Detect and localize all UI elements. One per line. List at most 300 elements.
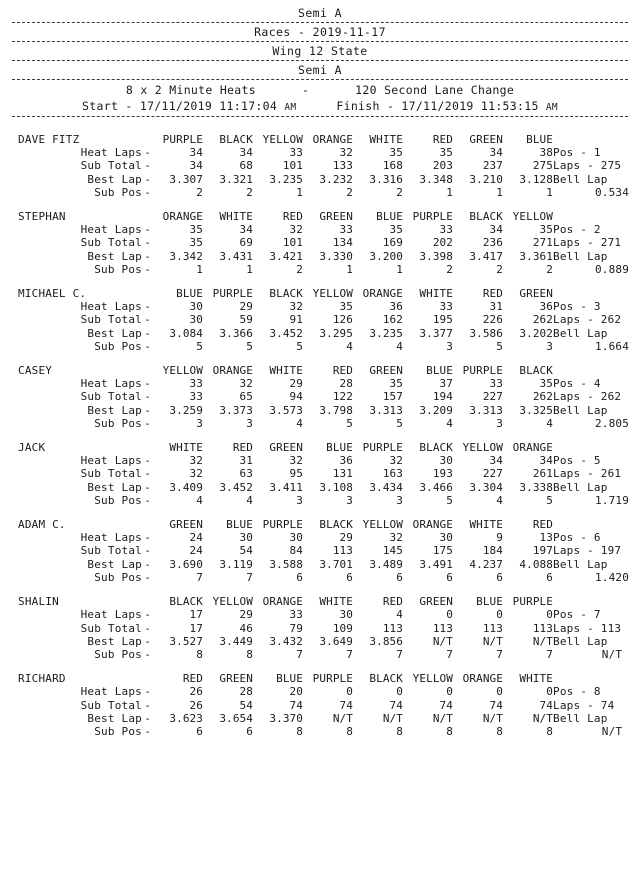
sub-pos-cell: 1 [546,185,553,199]
sub-total-cell: 34 [189,159,203,173]
row-label: Sub Pos [94,647,142,661]
lane-color-header: ORANGE [412,518,453,532]
row-dash: - [144,416,151,430]
sub-pos-cell: 4 [196,493,203,507]
result-row [14,404,640,417]
best-lap-cell: N/T [532,711,553,725]
lane-color-header: BLUE [376,210,403,224]
heat-laps-cell: 20 [289,685,303,699]
sub-pos-cell: 1 [346,262,353,276]
heat-laps-cell: 36 [539,300,553,314]
heat-laps-cell: 34 [489,454,503,468]
lane-color-header: ORANGE [262,595,303,609]
sub-pos-cell: 6 [496,570,503,584]
lane-color-header: BLUE [476,595,503,609]
total-laps-label: Laps - 275 [553,159,622,173]
best-lap-cell: 3.452 [219,480,253,494]
lane-color-header: WHITE [169,441,203,455]
row-label: Sub Pos [94,185,142,199]
lane-color-header: YELLOW [212,595,253,609]
heat-laps-cell: 32 [189,454,203,468]
racer-results-table [14,672,640,738]
row-dash-spacer [142,518,153,531]
best-lap-cell: 3.338 [519,480,553,494]
lane-color-header: BLACK [469,210,503,224]
row-label: Sub Pos [94,339,142,353]
row-label: Heat Laps [80,454,142,468]
sub-pos-cell: 3 [296,493,303,507]
heat-format-line [0,82,640,98]
best-lap-cell: 3.361 [519,249,553,263]
sub-total-cell: 122 [332,390,353,404]
sub-pos-cell: 7 [496,647,503,661]
lane-color-header: RED [232,441,253,455]
bell-lap-value: 1.664 [594,339,630,353]
row-label: Sub Total [80,236,142,250]
sub-total-cell: 175 [432,544,453,558]
best-lap-cell: 3.321 [219,172,253,186]
best-lap-cell: 4.237 [469,557,503,571]
row-dash: - [144,185,151,199]
result-row [14,417,640,430]
row-dash: - [144,146,151,160]
racer-name: SHALIN [18,595,59,609]
racer-block [0,364,640,430]
sub-total-cell: 35 [189,236,203,250]
row-label: Sub Pos [94,570,142,584]
position-label: Pos - 3 [553,300,601,314]
best-lap-cell: 3.307 [169,172,203,186]
heat-laps-cell: 9 [496,531,503,545]
sub-total-cell: 157 [382,390,403,404]
lane-color-header: BLACK [169,595,203,609]
result-row [14,699,640,712]
best-lap-cell: 3.798 [319,403,353,417]
sub-pos-cell: 1 [446,185,453,199]
sub-total-cell: 226 [482,313,503,327]
total-laps-label: Laps - 74 [553,698,615,712]
best-lap-cell: N/T [432,711,453,725]
heat-laps-cell: 32 [339,146,353,160]
lane-color-header: PURPLE [362,441,403,455]
best-lap-cell: 3.235 [369,326,403,340]
row-label: Sub Total [80,159,142,173]
sub-pos-cell: 3 [396,493,403,507]
sub-total-cell: 184 [482,544,503,558]
sub-total-cell: 54 [239,544,253,558]
sub-pos-cell: 8 [296,724,303,738]
side-spacer [553,133,640,146]
lane-color-header: ORANGE [512,441,553,455]
sub-total-cell: 91 [289,313,303,327]
sub-total-cell: 17 [189,621,203,635]
best-lap-cell: 3.128 [519,172,553,186]
start-finish-line [0,98,640,116]
racer-results-table [14,518,640,584]
best-lap-cell: N/T [482,634,503,648]
lane-color-header: RED [282,210,303,224]
row-label: Sub Total [80,698,142,712]
heat-laps-cell: 35 [539,223,553,237]
best-lap-cell: 3.210 [469,172,503,186]
lane-color-header: RED [332,364,353,378]
lane-color-header: YELLOW [262,133,303,146]
result-row [14,223,640,236]
lane-color-header: WHITE [269,364,303,378]
best-lap-cell: 3.366 [219,326,253,340]
best-lap-cell: 3.434 [369,480,403,494]
racer-name: JACK [18,441,46,455]
start-label: Start - [82,99,133,113]
side-spacer [553,210,640,223]
heat-laps-cell: 35 [389,223,403,237]
heat-laps-cell: 34 [539,454,553,468]
result-row [14,186,640,199]
heat-laps-cell: 34 [189,146,203,160]
lane-color-header: PURPLE [312,672,353,686]
racer-results-table [14,364,640,430]
heat-laps-cell: 30 [239,531,253,545]
row-dash: - [144,647,151,661]
row-dash: - [144,685,151,699]
sub-pos-cell: 4 [246,493,253,507]
heat-laps-cell: 31 [239,454,253,468]
best-lap-cell: N/T [432,634,453,648]
heat-laps-cell: 33 [289,146,303,160]
heat-laps-cell: 32 [389,454,403,468]
racer-block [0,441,640,507]
sub-total-cell: 79 [289,621,303,635]
row-dash: - [144,236,151,250]
best-lap-cell: 3.649 [319,634,353,648]
row-dash: - [144,262,151,276]
lane-color-header: GREEN [169,518,203,532]
sub-pos-cell: 2 [296,262,303,276]
lane-color-header: RED [532,518,553,532]
row-dash: - [144,159,151,173]
best-lap-cell: 3.856 [369,634,403,648]
best-lap-cell: 3.202 [519,326,553,340]
result-row [14,608,640,621]
sub-pos-cell: 3 [496,416,503,430]
sub-total-cell: 237 [482,159,503,173]
heat-laps-cell: 29 [339,531,353,545]
sub-pos-cell: 3 [546,339,553,353]
heat-laps-cell: 30 [439,454,453,468]
lane-color-header: BLACK [519,364,553,378]
lane-color-header: RED [182,672,203,686]
sub-total-cell: 113 [382,621,403,635]
result-row [14,622,640,635]
best-lap-cell: 3.232 [319,172,353,186]
sub-pos-cell: 4 [296,416,303,430]
sub-pos-cell: 1 [246,262,253,276]
row-label: Best Lap [87,172,142,186]
heat-laps-cell: 35 [389,377,403,391]
best-lap-cell: N/T [332,711,353,725]
sub-total-cell: 113 [532,621,553,635]
best-lap-cell: 3.119 [219,557,253,571]
sub-pos-cell: 2 [196,185,203,199]
heat-laps-cell: 0 [446,685,453,699]
lane-color-header: BLUE [176,287,203,301]
sub-pos-cell: 7 [196,570,203,584]
best-lap-cell: 3.452 [269,326,303,340]
sub-pos-cell: 6 [296,570,303,584]
start-value: 17/11/2019 11:17:04 [139,99,278,113]
lane-color-header: BLACK [269,287,303,301]
result-row [14,635,640,648]
sub-pos-cell: 6 [196,724,203,738]
row-label: Best Lap [87,557,142,571]
sub-total-cell: 145 [382,544,403,558]
sub-pos-cell: 8 [546,724,553,738]
lane-color-header: ORANGE [362,287,403,301]
lane-color-header: GREEN [319,210,353,224]
row-dash: - [144,403,151,417]
round-name: Semi A [298,63,342,77]
bell-lap-value: 0.534 [594,185,630,199]
separator-rule [12,60,628,61]
sub-total-cell: 133 [332,159,353,173]
sub-pos-cell: 7 [546,647,553,661]
sub-total-cell: 101 [282,236,303,250]
row-label: Sub Pos [94,493,142,507]
row-dash: - [144,608,151,622]
heat-laps-cell: 29 [239,608,253,622]
result-row [14,263,640,276]
sub-total-cell: 227 [482,390,503,404]
bell-lap-label: Bell Lap [553,480,608,494]
heat-laps-cell: 35 [189,223,203,237]
separator-rule [12,116,628,117]
sub-pos-cell: 3 [346,493,353,507]
sub-total-cell: 59 [239,313,253,327]
result-row [14,340,640,353]
sub-total-cell: 194 [432,390,453,404]
racer-name: CASEY [18,364,53,378]
lane-color-header: WHITE [469,518,503,532]
sub-pos-cell: 4 [496,493,503,507]
lane-color-header: PURPLE [462,364,503,378]
row-dash: - [144,621,151,635]
row-dash-spacer [142,441,153,454]
sub-pos-cell: 8 [246,647,253,661]
heat-laps-cell: 0 [546,685,553,699]
sub-pos-cell: 7 [296,647,303,661]
sub-total-cell: 126 [332,313,353,327]
heat-laps-cell: 32 [289,223,303,237]
lane-color-header: YELLOW [512,210,553,224]
row-label: Sub Total [80,390,142,404]
sub-total-cell: 195 [432,313,453,327]
heat-laps-cell: 32 [239,377,253,391]
lane-header-row [14,364,640,377]
row-dash: - [144,377,151,391]
best-lap-cell: 3.411 [269,480,303,494]
row-dash: - [144,249,151,263]
result-row [14,558,640,571]
sub-total-cell: 162 [382,313,403,327]
sub-pos-cell: 6 [346,570,353,584]
sub-pos-cell: 8 [496,724,503,738]
racer-block [0,287,640,353]
sub-pos-cell: 2 [246,185,253,199]
best-lap-cell: 3.235 [269,172,303,186]
racer-results-table [14,133,640,199]
heat-laps-cell: 37 [439,377,453,391]
lane-header-row [14,595,640,608]
racer-block [0,518,640,584]
sub-pos-cell: 1 [196,262,203,276]
row-label: Sub Pos [94,262,142,276]
heat-laps-cell: 32 [289,300,303,314]
bell-lap-label: Bell Lap [553,711,608,725]
row-dash-spacer [142,133,153,146]
sub-pos-cell: 8 [346,724,353,738]
best-lap-cell: 3.342 [169,249,203,263]
best-lap-cell: 3.690 [169,557,203,571]
racer-block [0,672,640,738]
heat-laps-cell: 33 [439,223,453,237]
row-label: Sub Total [80,544,142,558]
row-dash: - [144,223,151,237]
position-label: Pos - 2 [553,223,601,237]
sub-pos-cell: 3 [196,416,203,430]
position-label: Pos - 6 [553,531,601,545]
sub-pos-cell: 4 [396,339,403,353]
sub-pos-cell: 1 [296,185,303,199]
sub-total-cell: 74 [389,698,403,712]
heat-laps-cell: 34 [489,146,503,160]
heat-laps-cell: 0 [546,608,553,622]
page-title: Semi A [298,6,342,20]
best-lap-cell: 3.573 [269,403,303,417]
racer-block [0,595,640,661]
best-lap-cell: 3.209 [419,403,453,417]
heat-laps-cell: 30 [439,531,453,545]
sub-total-cell: 202 [432,236,453,250]
lane-color-header: PURPLE [412,210,453,224]
sub-total-cell: 262 [532,313,553,327]
heat-laps-cell: 35 [439,146,453,160]
racer-results-table [14,287,640,353]
sub-pos-cell: 2 [446,262,453,276]
position-label: Pos - 8 [553,685,601,699]
lane-color-header: GREEN [519,287,553,301]
finish-time [336,98,558,116]
lane-header-row [14,518,640,531]
heats-label: 8 x 2 Minute Heats [125,83,256,97]
sub-total-cell: 65 [239,390,253,404]
sub-pos-cell: 2 [496,262,503,276]
bell-lap-label: Bell Lap [553,557,608,571]
row-label: Heat Laps [80,146,142,160]
sub-pos-cell: 5 [496,339,503,353]
best-lap-cell: 4.088 [519,557,553,571]
sub-total-cell: 69 [239,236,253,250]
sub-pos-cell: 4 [446,416,453,430]
heat-laps-cell: 34 [239,223,253,237]
result-row [14,390,640,403]
heat-laps-cell: 24 [189,531,203,545]
row-label: Heat Laps [80,377,142,391]
sub-total-cell: 109 [332,621,353,635]
best-lap-cell: 3.084 [169,326,203,340]
result-row [14,173,640,186]
lane-color-header: BLACK [369,672,403,686]
sub-pos-cell: 8 [446,724,453,738]
start-time [82,98,296,116]
heat-laps-cell: 0 [496,608,503,622]
sub-pos-cell: 3 [246,416,253,430]
result-row [14,531,640,544]
heat-laps-cell: 35 [539,377,553,391]
lane-color-header: GREEN [369,364,403,378]
sub-total-cell: 24 [189,544,203,558]
lane-color-header: BLUE [226,518,253,532]
sub-pos-cell: 5 [246,339,253,353]
side-spacer [553,518,640,531]
total-laps-label: Laps - 113 [553,621,622,635]
sub-total-cell: 261 [532,467,553,481]
best-lap-cell: 3.200 [369,249,403,263]
racer-block [0,210,640,276]
sub-total-cell: 46 [239,621,253,635]
row-dash: - [144,493,151,507]
lane-color-header: WHITE [369,133,403,146]
lane-color-header: WHITE [519,672,553,686]
heat-laps-cell: 31 [489,300,503,314]
sub-total-cell: 26 [189,698,203,712]
heat-laps-cell: 32 [289,454,303,468]
lane-color-header: GREEN [469,133,503,146]
row-label: Best Lap [87,249,142,263]
heat-laps-cell: 36 [389,300,403,314]
result-row [14,648,640,661]
lane-color-header: YELLOW [462,441,503,455]
lane-color-header: BLACK [319,518,353,532]
finish-value: 17/11/2019 11:53:15 [401,99,539,113]
heat-laps-cell: 35 [339,300,353,314]
best-lap-cell: 3.313 [369,403,403,417]
result-row [14,327,640,340]
row-dash-spacer [142,595,153,608]
result-row [14,236,640,249]
sub-total-cell: 193 [432,467,453,481]
lane-color-header: GREEN [269,441,303,455]
bell-lap-label: Bell Lap [553,326,608,340]
sub-total-cell: 113 [482,621,503,635]
racer-results-list [0,133,640,738]
lane-header-row [14,441,640,454]
lane-color-header: BLUE [276,672,303,686]
lane-color-header: PURPLE [212,287,253,301]
row-dash: - [144,544,151,558]
heat-laps-cell: 0 [396,685,403,699]
best-lap-cell: 3.398 [419,249,453,263]
row-label: Heat Laps [80,223,142,237]
row-label: Heat Laps [80,300,142,314]
separator-rule [12,41,628,42]
heat-laps-cell: 29 [289,377,303,391]
lane-color-header: YELLOW [312,287,353,301]
row-dash-spacer [142,287,153,300]
result-row [14,571,640,584]
sub-total-cell: 68 [239,159,253,173]
row-label: Best Lap [87,326,142,340]
sub-total-cell: 74 [339,698,353,712]
